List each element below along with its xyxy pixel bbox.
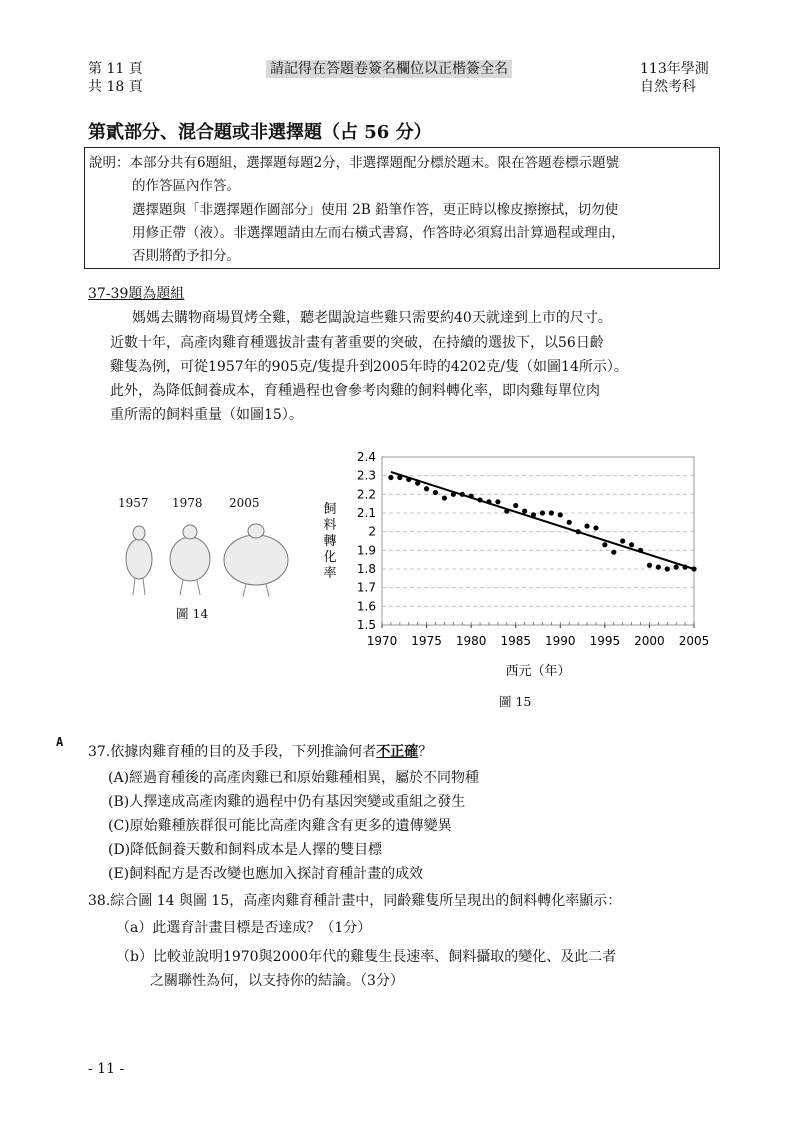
y-tick-label: 1.8 [356,562,376,576]
footer-page-number: - 11 - [88,1061,125,1077]
data-point [442,495,447,500]
data-point [549,510,554,515]
chicken-2005-image [224,524,288,597]
q37-stem-suffix: ？ [418,744,433,760]
header-page-number: 第 11 頁 [88,61,143,77]
q37-option: (D)降低飼養天數和飼料成本是人擇的雙目標 [108,842,383,858]
x-tick-label: 1995 [589,634,621,648]
y-axis-label-char: 率 [323,566,337,581]
y-axis-label-char: 料 [323,518,337,533]
data-point [567,520,572,525]
q37-stem-emphasis: 不正確 [376,744,419,760]
data-point [424,486,429,491]
data-point [460,492,465,497]
question-group-label: 37-39題為題組 [88,286,185,302]
y-axis-label [323,502,336,581]
data-point [540,510,545,515]
y-tick-label: 2.1 [356,506,376,520]
x-tick-label: 1970 [366,634,398,648]
figure15-chart [318,445,728,685]
q37-stem [88,741,432,761]
plot-frame [382,457,694,625]
header-sign-notice: 請記得在答題卷簽名欄位以正楷簽全名 [266,60,512,78]
data-point [593,525,598,530]
data-point [647,563,652,568]
q38-stem: 38.綜合圖 14 與圖 15，高產肉雞育種計畫中，同齡雞隻所呈現出的飼料轉化率顯示： [88,893,622,909]
data-point [451,492,456,497]
data-point [469,494,474,499]
x-tick-label: 1980 [455,634,487,648]
data-point [397,475,402,480]
data-point [406,477,411,482]
y-tick-label: 2.4 [356,450,376,464]
y-tick-label: 1.7 [356,580,376,595]
y-tick-label: 2.2 [356,487,376,502]
q37-option: (B)人擇達成高產肉雞的過程中仍有基因突變或重組之發生 [108,794,466,810]
data-point [665,566,670,571]
answer-mark: A [56,735,64,749]
passage-line: 近數十年，高產肉雞育種選拔計畫有著重要的突破，在持續的選拔下，以56日齡 [110,335,604,351]
y-tick-label: 1.5 [356,618,376,632]
instruction-line: 用修正帶（液）。非選擇題請由左而右橫式書寫，作答時必須寫出計算過程或理由， [132,225,625,241]
chicken-1978-image [170,525,210,595]
data-point [388,475,393,480]
instruction-line: 的作答區內作答。 [132,178,240,194]
chicken-1957-image [126,526,152,595]
y-axis-label-char: 化 [323,550,337,565]
data-point [611,550,616,555]
data-point [584,523,589,528]
data-point [638,548,643,553]
q38-part-a: （a）此選育計畫目標是否達成？（1分） [116,920,372,936]
header-total-pages: 共 18 頁 [88,79,143,95]
passage-line: 此外，為降低飼養成本，育種過程也會參考肉雞的飼料轉化率，即肉雞每單位肉 [110,383,600,399]
y-tick-label: 1.6 [356,599,376,614]
y-tick-label: 2 [368,524,376,539]
y-axis-label-char: 轉 [323,534,337,549]
y-tick-label: 2.3 [356,468,376,483]
figure14-chickens-illustration [116,515,296,600]
x-tick-label: 1975 [411,634,442,648]
data-point [433,490,438,495]
x-tick-label: 2000 [634,634,665,648]
figure14-caption: 圖 14 [176,606,209,621]
instruction-line: 說明：本部分共有6題組，選擇題每題2分，非選擇題配分標於題末。限在答題卷標示題號 [89,155,620,171]
passage-line: 重所需的飼料重量（如圖15）。 [110,407,303,423]
x-tick-label: 2005 [678,634,710,648]
q37-option: (E)飼料配方是否改變也應加入探討育種計畫的成效 [108,866,424,882]
data-point [522,509,527,514]
y-axis-label-char: 飼 [323,502,337,517]
data-point [656,565,661,570]
instruction-line: 選擇題與「非選擇題作圖部分」使用 2B 鉛筆作答，更正時以橡皮擦擦拭，切勿使 [132,202,619,218]
y-tick-label: 1.9 [356,543,376,558]
x-tick-label: 1990 [545,634,576,648]
header-exam-name: 113年學測 [640,61,709,77]
header-subject: 自然考科 [640,79,696,95]
data-point [513,503,518,508]
data-point [620,538,625,543]
q37-option: (C)原始雞種族群很可能比高產肉雞含有更多的遺傳變異 [108,818,452,834]
q38-part-b: （b）比較並說明1970與2000年代的雞隻生長速率、飼料攝取的變化、及此二者 [116,949,617,965]
figure15-caption: 圖 15 [499,694,532,709]
data-point [602,542,607,547]
data-point [415,481,420,486]
instruction-line: 否則將酌予扣分。 [132,248,240,264]
instructions-box [84,147,720,269]
q37-option: (A)經過育種後的高產肉雞已和原始雞種相異，屬於不同物種 [108,770,480,786]
q37-stem-prefix: 37.依據肉雞育種的目的及手段，下列推論何者 [88,744,377,760]
x-tick-label: 1985 [500,634,531,648]
passage-line: 雞隻為例，可從1957年的905克/隻提升到2005年時的4202克/隻（如圖14所示）。 [110,359,628,375]
data-point [504,509,509,514]
data-point [629,542,634,547]
data-point [674,565,679,570]
section-title: 第貳部分、混合題或非選擇題（占 56 分） [88,122,432,143]
figure14-year-label: 1957 [118,496,149,510]
q38-part-b-continued: 之關聯性為何，以支持你的結論。（3分） [150,973,404,989]
data-point [691,566,696,571]
data-point [477,497,482,502]
data-point [576,529,581,534]
data-point [486,499,491,504]
figure14-year-label: 1978 [172,496,203,510]
data-point [558,512,563,517]
figure14-year-label: 2005 [229,496,260,510]
data-point [682,565,687,570]
trend-line [391,472,694,569]
x-axis-label: 西元（年） [505,664,571,679]
passage-line: 媽媽去購物商場買烤全雞，聽老闆說這些雞只需要約40天就達到上市的尺寸。 [132,310,612,326]
data-point [531,512,536,517]
data-point [495,499,500,504]
